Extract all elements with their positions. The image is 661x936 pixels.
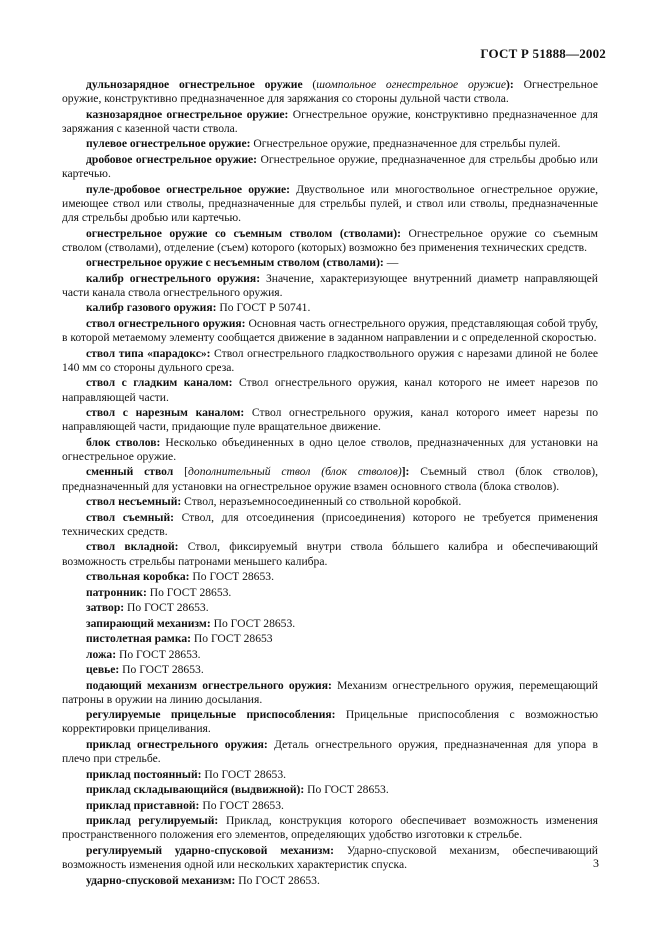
term-name: ствол вкладной: [86, 540, 179, 554]
term-entry [62, 799, 598, 813]
term-name: блок стволов: [86, 435, 161, 449]
term-name: пулевое огнестрельное оружие: [86, 137, 251, 151]
term-definition: По ГОСТ 28653. [210, 616, 296, 630]
synonym-open: ( [302, 78, 317, 91]
term-definition: По ГОСТ 28653. [304, 783, 389, 797]
term-definition: Ствол огнестрельного оружия, канал которого имеет нарезы по направляющей части, придающие пуле вращательное движение. [62, 406, 598, 434]
term-name: сменный ствол [86, 465, 174, 479]
term-name: приклад складывающийся (выдвижной): [86, 783, 305, 797]
term-definition: Огнестрельное оружие, предназначенное для стрельбы пулей. [250, 137, 561, 151]
term-entry [62, 540, 598, 568]
term-name: приклад регулируемый: [86, 814, 219, 828]
term-entry [62, 183, 598, 226]
term-entry [62, 78, 598, 106]
term-definition: Огнестрельное оружие, конструктивно предназначенное для заряжания со стороны дульной части ствола. [62, 78, 599, 106]
term-definition: Прицельные приспособления с возможностью корректировки прицеливания. [62, 708, 598, 736]
term-definition: Ствол, неразъемносоединенный со ствольной коробкой. [181, 495, 462, 509]
term-entry [62, 586, 598, 600]
term-name: запирающий механизм: [86, 616, 211, 630]
term-definition: По ГОСТ Р 50741. [216, 301, 311, 315]
term-entry [62, 406, 598, 434]
term-name: ствол с нарезным каналом: [86, 406, 245, 420]
term-entry [62, 465, 598, 493]
term-entry [62, 814, 598, 842]
term-entry [62, 347, 598, 375]
term-definition: Ствол огнестрельного гладкоствольного оружия с нарезами длиной не более 140 мм со стороны дульного среза. [62, 346, 598, 374]
term-definition: Ствол, для отсоединения (присоединения) которого не требуется применения технических средств. [62, 510, 598, 538]
term-definition: По ГОСТ 28653. [201, 767, 287, 781]
term-entry [62, 874, 598, 888]
term-name: патронник: [86, 585, 147, 599]
page-number: 3 [593, 856, 599, 870]
term-name: ствольная коробка: [86, 570, 190, 584]
term-definition: Огнестрельное оружие со съемным стволом (стволами), отделение (съем) которого (которых) возможно без применения технических средств. [62, 226, 598, 254]
term-entry [62, 617, 598, 631]
term-definition: Огнестрельное оружие, предназначенное для стрельбы дробью или картечью. [62, 152, 598, 181]
term-name: калибр огнестрельного оружия: [86, 271, 261, 285]
term-name: огнестрельное оружие со съемным стволом (стволами): [86, 226, 401, 240]
term-name: приклад постоянный: [86, 767, 202, 781]
term-name: пуле-дробовое огнестрельное оружие: [86, 182, 291, 196]
term-name: огнестрельное оружие с несъемным стволом (стволами): [86, 256, 384, 270]
term-name: регулируемый ударно-спусковой механизм: [86, 843, 335, 857]
term-definition: Ствол огнестрельного оружия, канал которого не имеет нарезов по направляющей части. [62, 376, 598, 404]
synonym-open: [ [173, 465, 189, 479]
term-entry [62, 376, 598, 404]
term-definition: По ГОСТ 28653. [235, 873, 320, 887]
term-definition: Значение, характеризующее внутренний диаметр направляющей части канала ствола огнестрельного оружия. [62, 271, 598, 299]
term-definition: По ГОСТ 28653. [146, 585, 232, 599]
term-definition: По ГОСТ 28653. [189, 570, 274, 584]
term-definition: По ГОСТ 28653. [124, 601, 209, 615]
term-entry [62, 108, 598, 136]
term-name: подающий механизм огнестрельного оружия: [86, 678, 332, 692]
term-name: ствол несъемный: [86, 495, 182, 509]
term-entry [62, 256, 598, 270]
term-definition: Двуствольное или многоствольное огнестрельное оружие, имеющее ствол или стволы, предназначенные для стрельбы пулей, и ствол или стволы, предназначенные для стрельбы дробью или картечью. [62, 182, 598, 225]
term-name: цевье: [86, 663, 120, 677]
document-code-header: ГОСТ Р 51888—2002 [480, 46, 606, 61]
term-definition: По ГОСТ 28653. [116, 647, 201, 661]
synonym-close: ]: [401, 465, 410, 479]
term-entry [62, 570, 598, 584]
term-definition: Ударно-спусковой механизм, обеспечивающий возможность изменения одной или нескольких характеристик спуска. [62, 843, 598, 872]
term-entry [62, 632, 598, 646]
term-definition: По ГОСТ 28653 [191, 632, 273, 646]
term-entry [62, 648, 598, 662]
term-name: ствол огнестрельного оружия: [86, 316, 246, 330]
term-name: ствол съемный: [86, 510, 174, 524]
term-entry [62, 844, 598, 872]
term-entry [62, 137, 598, 151]
term-name: приклад приставной: [86, 798, 200, 812]
term-name: затвор: [86, 601, 125, 615]
term-entry [62, 679, 598, 707]
term-name: приклад огнестрельного оружия: [86, 737, 268, 751]
term-definition: Съемный ствол (блок стволов), предназначенный для установки на огнестрельное оружие взамен основного ствола (блока стволов). [62, 465, 599, 493]
term-definition: Несколько объединенных в одно целое стволов, предназначенных для установки на огнестрельное оружие. [62, 435, 598, 463]
synonym-close: ): [506, 78, 514, 91]
term-entry [62, 768, 598, 782]
term-entry [62, 708, 598, 736]
term-synonym: шомпольное огнестрельное оружие [316, 78, 507, 91]
term-entry [62, 738, 598, 766]
term-synonym: дополнительный ствол (блок стволов) [188, 465, 402, 479]
term-definition: Деталь огнестрельного оружия, предназначенная для упора в плечо при стрельбе. [62, 737, 598, 766]
term-entry [62, 301, 598, 315]
term-entry [62, 663, 598, 677]
term-name: дробовое огнестрельное оружие: [86, 152, 258, 166]
term-name: ложа: [86, 647, 117, 661]
term-definition: Основная часть огнестрельного оружия, представляющая собой трубу, в которой метаемому элементу сообщается движение в заданном направлении и с определенной скоростью. [62, 316, 599, 345]
term-entry [62, 495, 598, 509]
term-name: ствол с гладким каналом: [86, 376, 233, 390]
term-name: ударно-спусковой механизм: [86, 873, 236, 887]
term-entry [62, 783, 598, 797]
term-entry [62, 153, 598, 181]
term-name: ствол типа «парадокс»: [86, 346, 211, 360]
term-definition: По ГОСТ 28653. [199, 798, 284, 812]
terms-list [62, 78, 598, 889]
term-name: пистолетная рамка: [86, 632, 191, 646]
term-entry [62, 227, 598, 255]
term-definition: По ГОСТ 28653. [119, 663, 204, 677]
term-entry [62, 511, 598, 539]
term-definition: Механизм огнестрельного оружия, перемещающий патроны в оружии на линию досылания. [62, 678, 598, 706]
term-definition: Ствол, фиксируемый внутри ствола бóльшего калибра и обеспечивающий возможность стрельбы патронами меньшего калибра. [62, 540, 598, 568]
term-name: казнозарядное огнестрельное оружие: [86, 107, 289, 121]
term-name: дульнозарядное огнестрельное оружие [86, 78, 303, 91]
term-name: регулируемые прицельные приспособления: [86, 708, 336, 722]
term-entry [62, 601, 598, 615]
term-entry [62, 272, 598, 300]
term-entry [62, 436, 598, 464]
term-name: калибр газового оружия: [86, 301, 217, 315]
term-definition: Приклад, конструкция которого обеспечивает возможность изменения пространственного положения его элементов, определяющих удобство изготовки к стрельбе. [62, 814, 598, 842]
term-definition: — [383, 256, 399, 270]
term-definition: Огнестрельное оружие, конструктивно предназначенное для заряжания с казенной части ствола. [62, 107, 598, 135]
term-entry [62, 317, 598, 345]
